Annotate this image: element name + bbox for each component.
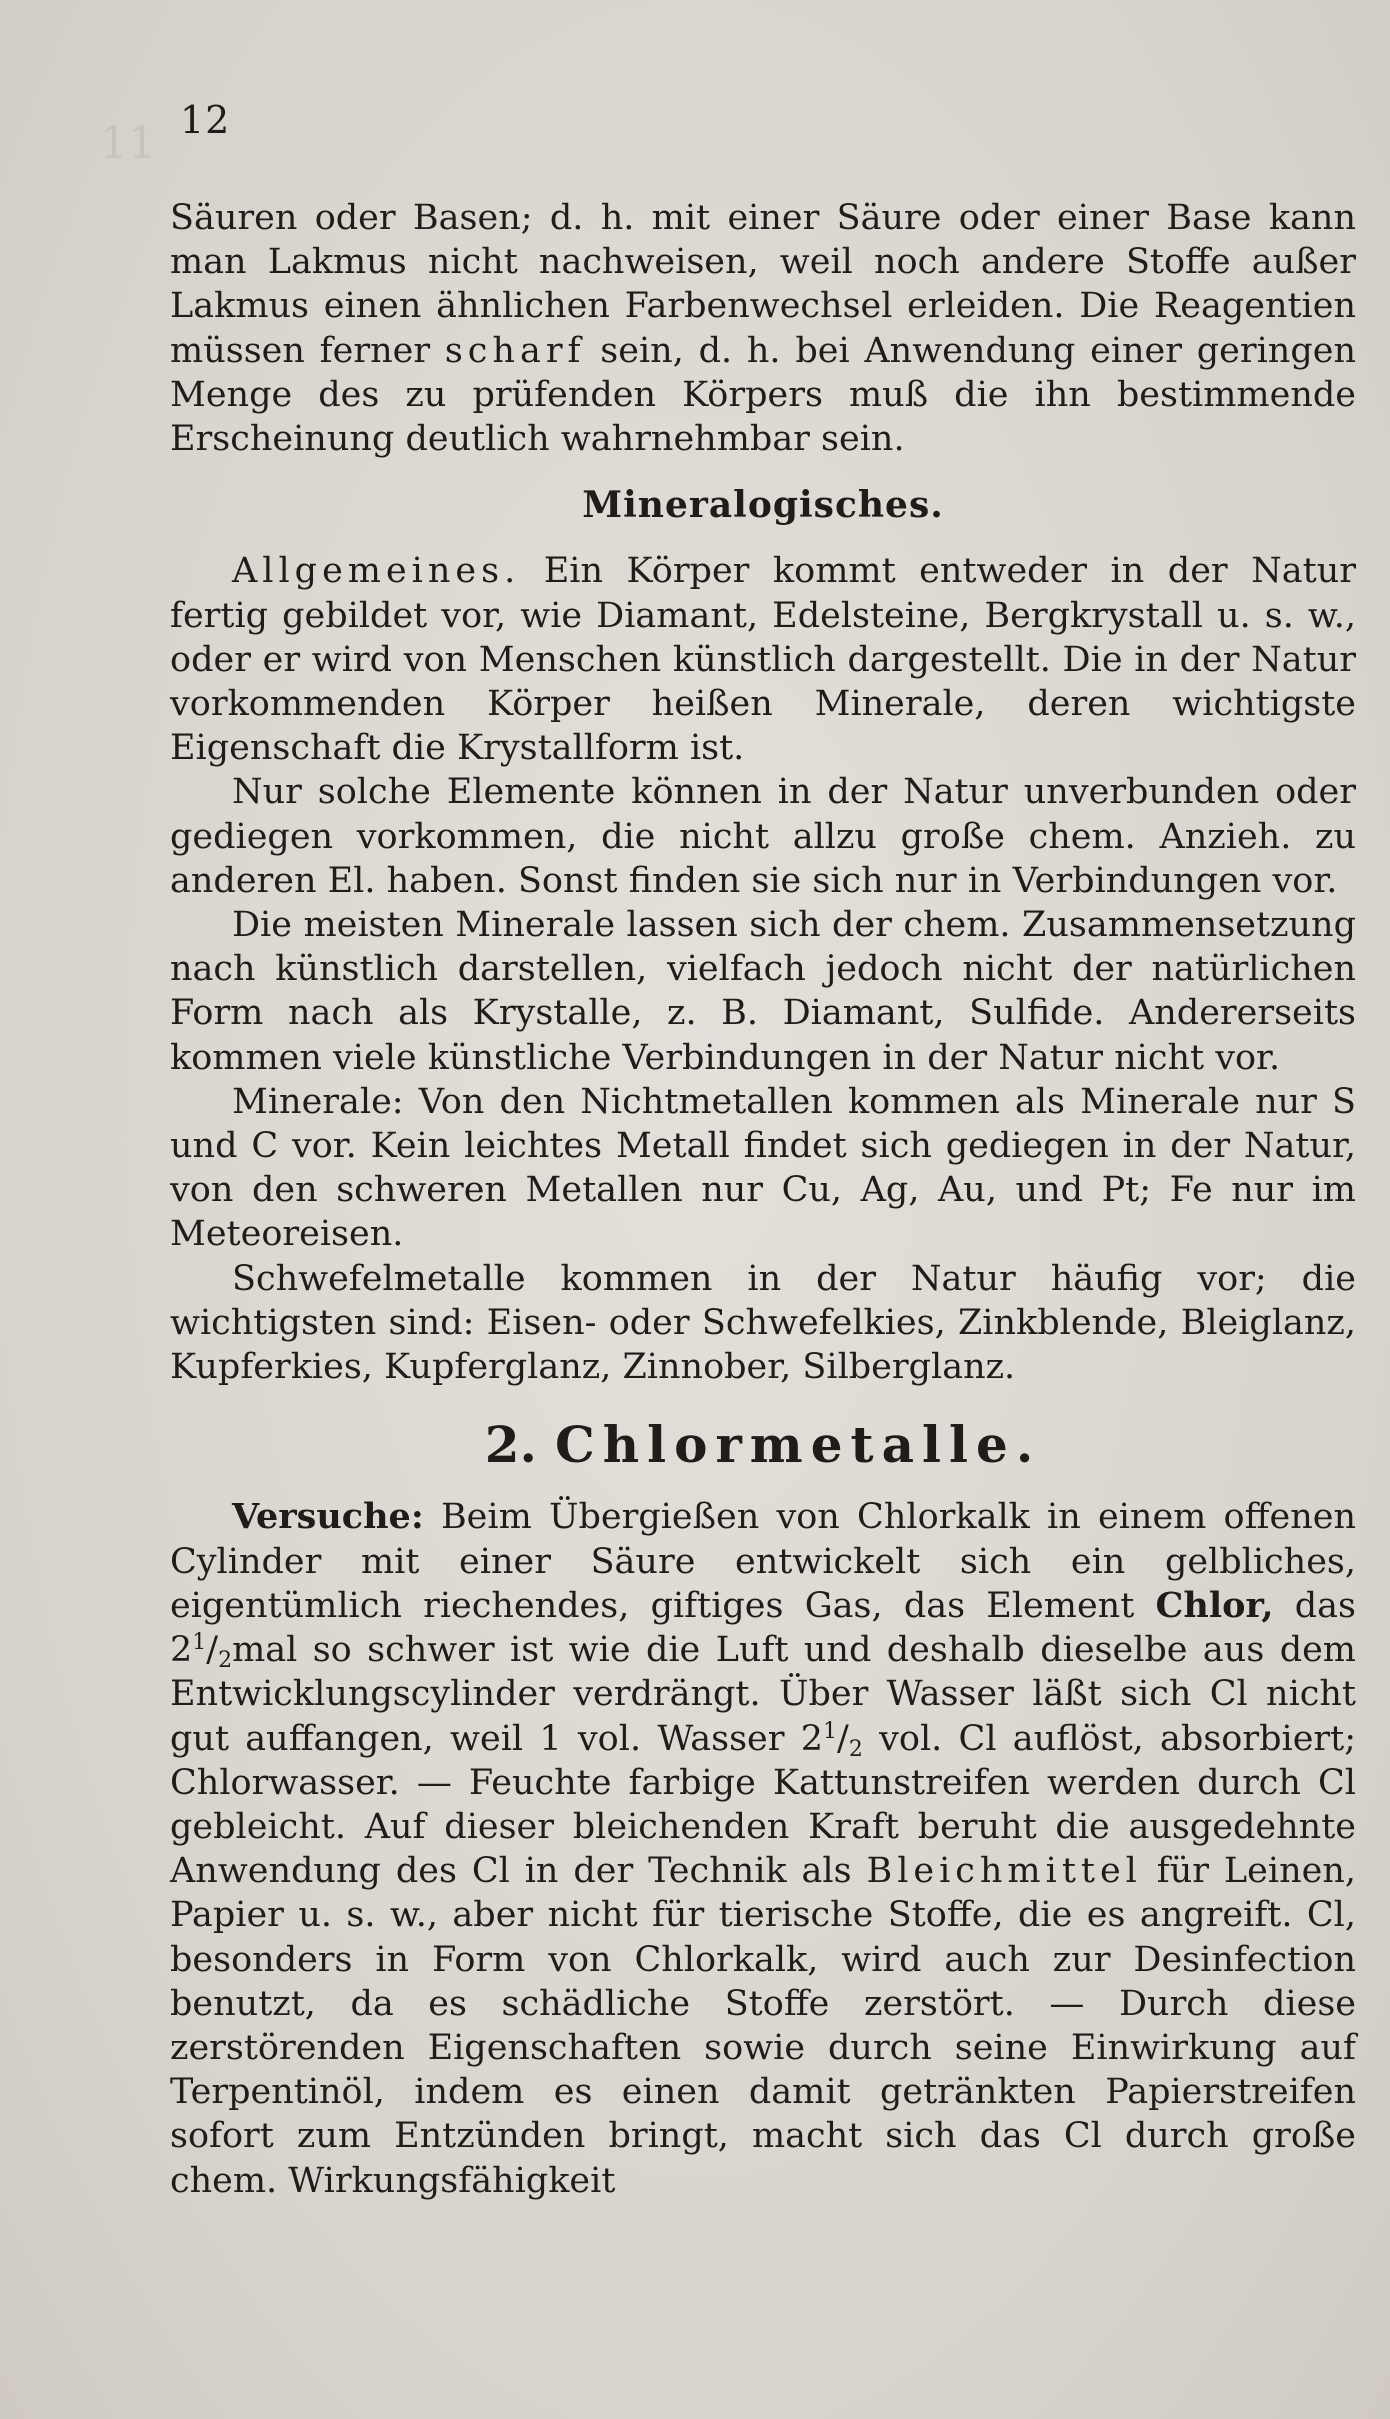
- section-number: 2.: [484, 1415, 537, 1475]
- term-chlor: Chlor,: [1155, 1584, 1274, 1626]
- bleed-through-page-number: 11: [100, 118, 156, 169]
- intro-paragraph: Säuren oder Basen; d. h. mit einer Säure oder einer Base kann man Lakmus nicht nachweisen, weil noch andere Stoffe außer Lakmus einen ähnlichen Farbenwechsel erleiden. Die Reagentien müssen ferner scharf sein, d. h. bei Anwendung einer geringen Menge des zu prüfenden Körpers muß die ihn bestimmende Erscheinung deutlich wahrnehmbar sein.: [170, 198, 1357, 460]
- section-heading-chlormetalle: [170, 1415, 1356, 1475]
- page-number: 12: [180, 98, 231, 142]
- page-body: [170, 196, 1356, 2203]
- paragraph-minerale: Die meisten Minerale lassen sich der chem. Zusammensetzung nach künstlich darstellen, vielfach jedoch nicht der natürlichen Form nach als Krystalle, z. B. Diamant, Sulfide. Andererseits kommen viele künstliche Verbindungen in der Natur nicht vor.: [170, 905, 1356, 1078]
- run-in-heading-allgemeines: Allgemeines.: [232, 551, 521, 592]
- emphasis-scharf: scharf: [444, 330, 586, 371]
- paragraph-allgemeines: Allgemeines. Ein Körper kommt entweder in der Natur fertig gebildet vor, wie Diamant, Edelsteine, Bergkrystall u. s. w., oder er wird von Menschen künstlich dargestellt. Die in der Natur vorkommenden Körper heißen Minerale, deren wichtigste Eigenschaft die Krystallform ist.: [170, 551, 1356, 769]
- paragraph-nichtmetalle: Minerale: Von den Nichtmetallen kommen als Minerale nur S und C vor. Kein leichtes Metall findet sich gediegen in der Natur, von den schweren Metallen nur Cu, Ag, Au, und Pt; Fe nur im Meteoreisen.: [170, 1081, 1356, 1255]
- run-in-heading-versuche: Versuche:: [232, 1496, 424, 1538]
- paragraph-schwefelmetalle: Schwefelmetalle kommen in der Natur häufig vor; die wichtigsten sind: Eisen- oder Schwefelkies, Zinkblende, Bleiglanz, Kupferkies, Kupferglanz, Zinnober, Silberglanz.: [170, 1258, 1356, 1388]
- paragraph-elemente: Nur solche Elemente können in der Natur unverbunden oder gediegen vorkommen, die nicht allzu große chem. Anzieh. zu anderen El. haben. Sonst finden sie sich nur in Verbindungen vor.: [170, 772, 1356, 901]
- section-title: Chlormetalle.: [554, 1415, 1042, 1475]
- paragraph-versuche: Versuche: Beim Übergießen von Chlorkalk in einem offenen Cylinder mit einer Säure entwickelt sich ein gelbliches, eigentümlich riechendes, giftiges Gas, das Element Chlor, das $2^1/_2mal$ so schwer ist wie die Luft und deshalb dieselbe aus dem Entwicklungscylinder verdrängt. Über Wasser läßt sich Cl nicht gut auffangen, weil 1 vol. Wasser $2^1/_2$ vol. Cl auflöst, absorbiert; Chlorwasser. — Feuchte farbige Kattunstreifen werden durch Cl gebleicht. Auf dieser bleichenden Kraft beruht die ausgedehnte Anwendung des Cl in der Technik als Bleichmittel für Leinen, Papier u. s. w., aber nicht für tierische Stoffe, die es angreift. Cl, besonders in Form von Chlorkalk, wird auch zur Desinfection benutzt, da es schädliche Stoffe zerstört. — Durch diese zerstörenden Eigenschaften sowie durch seine Einwirkung auf Terpentinöl, indem es einen damit getränkten Papierstreifen sofort zum Entzünden bringt, macht sich das Cl durch große chem. Wirkungsfähigkeit: [170, 1496, 1357, 2201]
- section-heading-mineralogisches: Mineralogisches.: [582, 484, 944, 527]
- emphasis-bleichmittel: Bleichmittel: [866, 1851, 1142, 1892]
